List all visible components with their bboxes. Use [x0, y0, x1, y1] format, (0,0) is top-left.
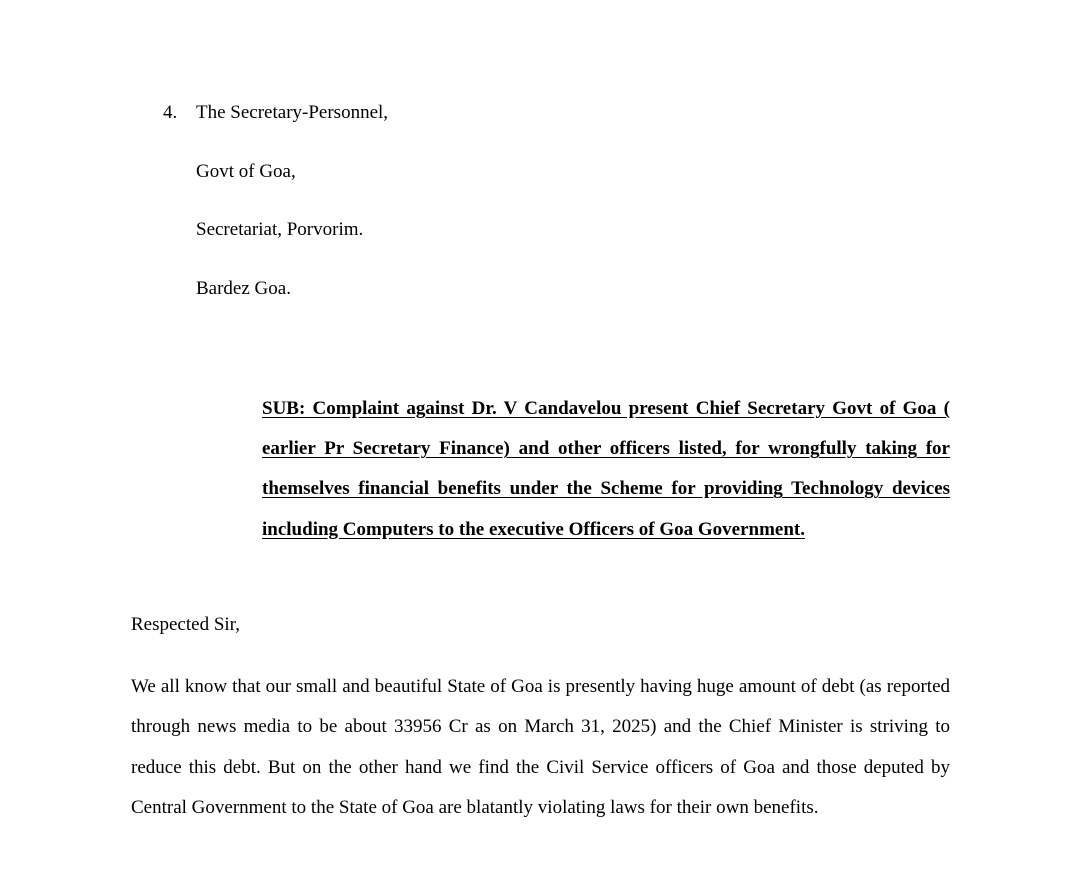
list-number: 4. — [163, 102, 178, 123]
subject-line: SUB: Complaint against Dr. V Candavelou present Chief Secretary Govt of Goa ( earlier Pr Secretary Finance) and other officers listed, for wrongfully taking for themselves financial benefits under the Scheme for providing Technology devices including Computers to the executive Officers of Goa Government. — [262, 398, 950, 540]
body-paragraph: We all know that our small and beautiful State of Goa is presently having huge amount of debt (as reported through news media to be about 33956 Cr as on March 31, 2025) and the Chief Minister is striving to reduce this debt. But on the other hand we find the Civil Service officers of Goa and those deputed by Central Government to the State of Goa are blatantly violating laws for their own benefits. — [131, 676, 950, 819]
recipient-line-4: Bardez Goa. — [196, 278, 291, 299]
recipient-line-3: Secretariat, Porvorim. — [196, 219, 364, 240]
salutation: Respected Sir, — [131, 614, 240, 635]
recipient-line-1: The Secretary-Personnel, — [196, 102, 389, 123]
recipient-line-2: Govt of Goa, — [196, 161, 296, 182]
